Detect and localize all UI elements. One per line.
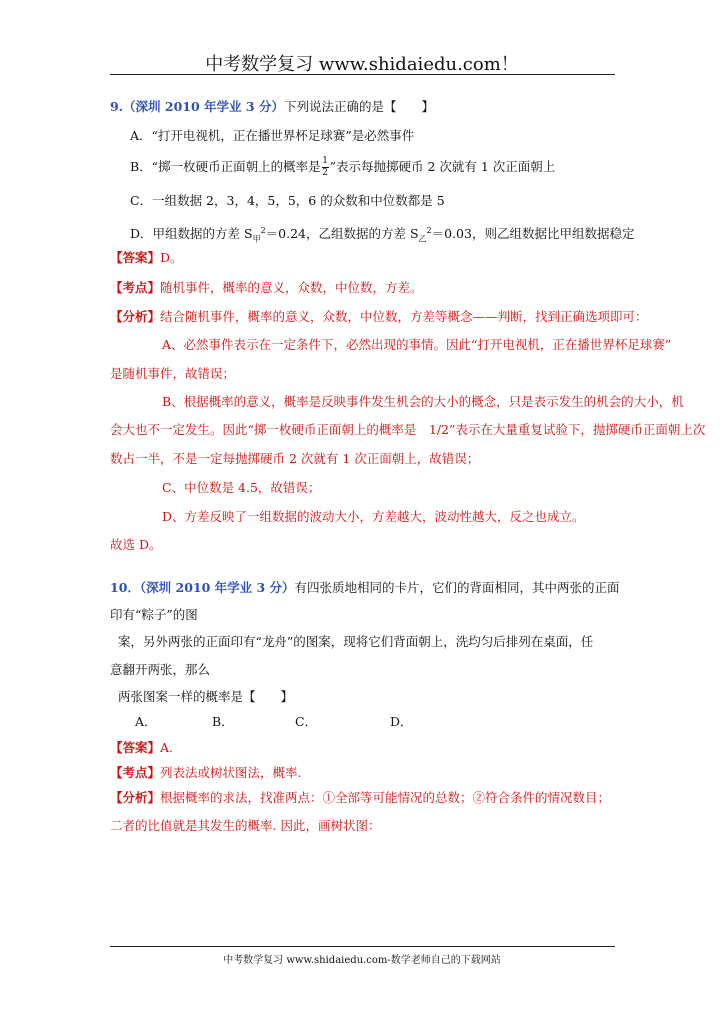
q10-option-a: A． [135, 714, 157, 729]
q10-stem-line1: 有四张质地相同的卡片，它们的背面相同，其中两张的正面 [294, 580, 620, 595]
q10-analysis-line2: 二者的比值就是其发生的概率. 因此，画树状图： [110, 818, 381, 833]
q9-analysis: 【分析】结合随机事件，概率的意义，众数，中位数，方差等概念——判断，找到正确选项即可： [110, 309, 648, 324]
q9-heading [110, 99, 434, 115]
q9-analysis-a-line1: A、必然事件表示在一定条件下，必然出现的事情。因此“打开电视机，正在播世界杯足球赛” [162, 337, 672, 352]
header-divider [110, 74, 615, 75]
analysis-label: 【分析】 [110, 790, 161, 805]
q9-option-a: A．“打开电视机，正在播世界杯足球赛”是必然事件 [130, 128, 415, 143]
q9-stem: 下列说法正确的是【 】 [283, 99, 434, 114]
q9-option-c: C．一组数据 2，3，4，5，5，6 的众数和中位数都是 5 [130, 193, 445, 208]
q9-option-d: D．甲组数据的方差 $S_甲^2=0.24$，乙组数据的方差 $S_乙^2=0.03$，则乙组数据比甲组数据稳定 [130, 226, 635, 244]
q10-stem-line3: 案，另外两张的正面印有“龙舟”的图案，现将它们背面朝上，洗均匀后排列在桌面，任 [118, 634, 594, 649]
answer-label: 【答案】 [110, 740, 161, 755]
analysis-label: 【分析】 [110, 309, 161, 324]
q9-knowledge-point: 【考点】随机事件，概率的意义，众数，中位数，方差。 [110, 280, 423, 295]
page-footer: 中考数学复习 www.shidaiedu.com-数学老师自己的下载网站 [223, 955, 501, 966]
q10-heading [110, 580, 620, 596]
q10-answer: 【答案】A. [110, 740, 174, 755]
q10-stem-line4: 意翻开两张，那么 [110, 662, 211, 677]
q9-analysis-b-line1: B、根据概率的意义，概率是反映事件发生机会的大小的概念，只是表示发生的机会的大小，机 [162, 394, 684, 409]
page-header-title: 中考数学复习 www.shidaiedu.com！ [205, 54, 519, 75]
q9-answer: 【答案】D。 [110, 250, 183, 265]
q9-analysis-c: C、中位数是 4.5，故错误； [162, 480, 321, 495]
q9-analysis-a-line2: 是随机事件，故错误； [110, 366, 236, 381]
q9-conclusion: 故选 D。 [110, 537, 162, 552]
q10-analysis: 【分析】根据概率的求法，找准两点：①全部等可能情况的总数；②符合条件的情况数目； [110, 790, 611, 805]
fraction-one-half: $\frac{1}{2}$ [322, 156, 328, 178]
q10-stem-line5: 两张图案一样的概率是【 】 [118, 689, 294, 704]
q9-analysis-d: D、方差反映了一组数据的波动大小，方差越大，波动性越大，反之也成立。 [162, 509, 585, 524]
q10-option-c: C． [295, 714, 318, 729]
footer-divider [110, 946, 615, 947]
q10-number: 10．（深圳 2010 年学业 3 分） [110, 580, 295, 595]
q9-analysis-b-line2: 会大也不一定发生。因此“掷一枚硬币正面朝上的概率是 1/2”表示在大量重复试验下，抛掷硬币正面朝上次 [110, 422, 706, 437]
answer-label: 【答案】 [110, 250, 161, 265]
q10-knowledge-point: 【考点】列表法或树状图法，概率. [110, 765, 302, 780]
q9-analysis-b-line3: 数占一半，不是一定每抛掷硬币 2 次就有 1 次正面朝上，故错误； [110, 451, 480, 466]
knowledge-point-label: 【考点】 [110, 280, 161, 295]
q9-option-b: B．“掷一枚硬币正面朝上的概率是 $\frac{1}{2}$ ”表示每抛掷硬币 2 次就有 1 次正面朝上 [130, 156, 556, 178]
knowledge-point-label: 【考点】 [110, 765, 161, 780]
q9-number: 9.（深圳 2010 年学业 3 分） [110, 99, 284, 114]
q10-option-b: B． [212, 714, 234, 729]
q10-option-d: D． [390, 714, 413, 729]
q10-stem-line2: 印有“粽子”的图 [110, 607, 198, 622]
